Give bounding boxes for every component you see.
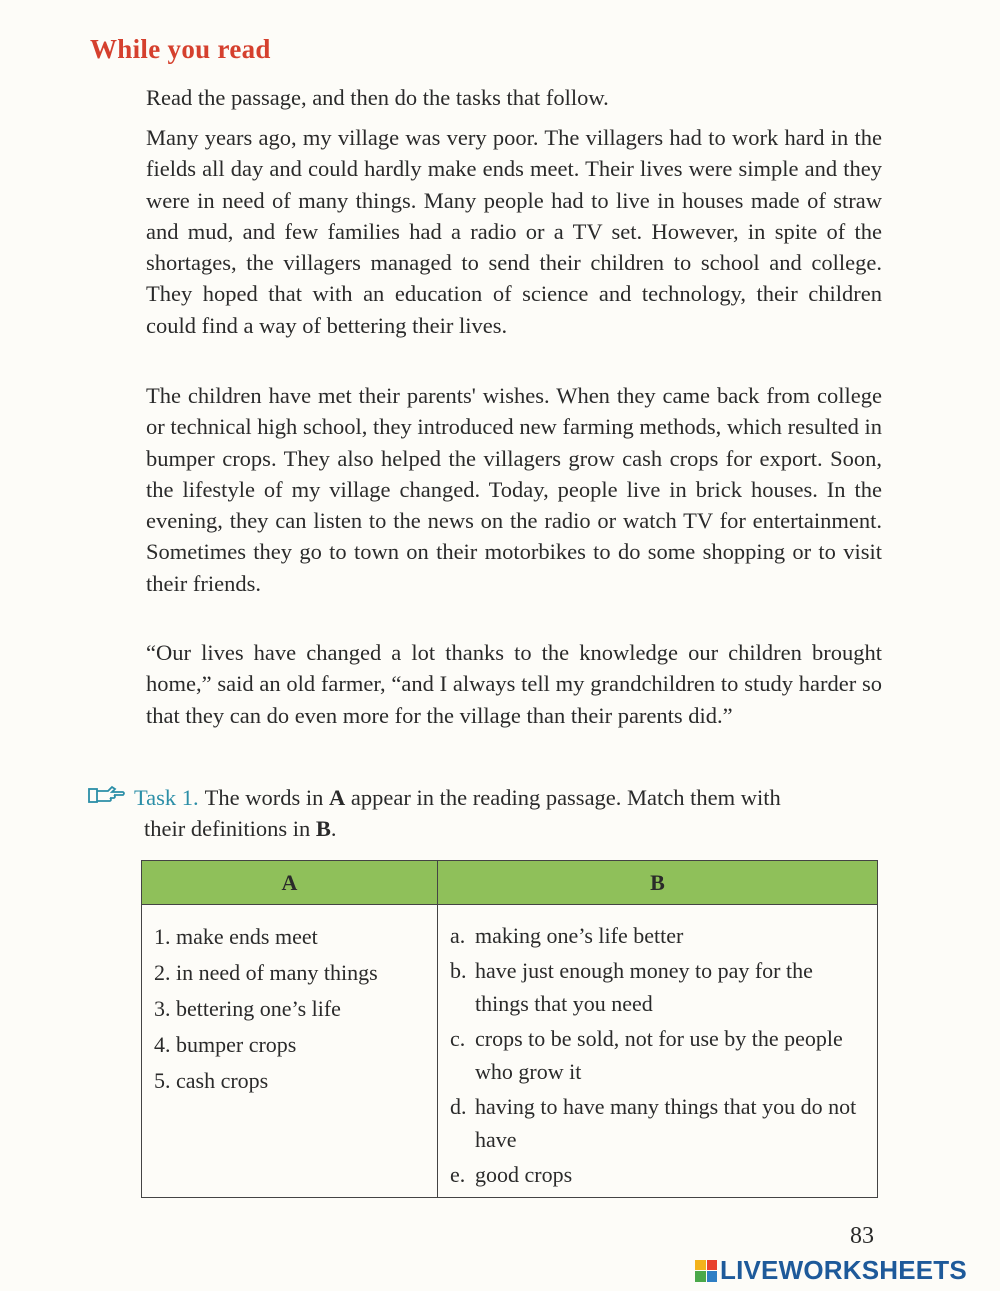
section-heading: While you read — [90, 34, 271, 64]
definition-text: having to have many things that you do not have — [475, 1093, 857, 1152]
definition-item — [450, 954, 867, 1021]
term-item: 3. bettering one’s life — [154, 996, 341, 1021]
logo-icon — [695, 1260, 717, 1282]
task-text-3: their definitions in — [144, 816, 311, 841]
definition-item — [450, 919, 867, 953]
definition-text: making one’s life better — [475, 923, 684, 948]
task-1-instruction — [88, 782, 888, 844]
definition-text: crops to be sold, not for use by the people who grow it — [475, 1025, 843, 1084]
column-b-header: B — [438, 861, 877, 905]
task-label: Task 1. — [134, 785, 199, 810]
definition-item — [450, 1158, 867, 1192]
definition-text: good crops — [475, 1161, 573, 1187]
task-bold-a: A — [329, 785, 346, 810]
intro-instruction: Read the passage, and then do the tasks that follow. — [146, 85, 609, 110]
definition-letter: b. — [450, 957, 467, 983]
definition-item — [450, 1090, 867, 1157]
page-number: 83 — [850, 1223, 874, 1249]
pointing-hand-icon — [88, 782, 134, 813]
column-a — [142, 905, 438, 1197]
definition-letter: a. — [450, 923, 466, 948]
passage-paragraph-2: The children have met their parents' wishes. When they came back from college or technical high school, they introduced new farming methods, which resulted in bumper crops. They also helped the villagers grow cash crops for export. Soon, the lifestyle of my village changed. Today, people live in brick houses. In the evening, they can listen to the news on the radio or watch TV for entertainment. Sometimes they go to town on their motorbikes to do some shopping or to visit their friends. — [146, 383, 882, 596]
matching-table — [141, 860, 878, 1198]
liveworksheets-logo — [695, 1255, 967, 1286]
definition-text: have just enough money to pay for the things that you need — [475, 957, 813, 1016]
task-text-1: The words in — [204, 785, 324, 810]
term-item: 1. make ends meet — [154, 924, 318, 949]
passage-paragraph-1: Many years ago, my village was very poor. The villagers had to work hard in the fields all day and could hardly make ends meet. Their lives were simple and they were in need of many things. Many people had to live in houses made of straw and mud, and few families had a radio or a TV set. However, in spite of the shortages, the villagers managed to send their children to school and college. They hoped that with an education of science and technology, their children could find a way of bettering their lives. — [146, 125, 882, 338]
definition-item — [450, 1022, 867, 1089]
definition-letter: e. — [450, 1161, 466, 1187]
term-item: 5. cash crops — [154, 1068, 269, 1093]
definition-letter: d. — [450, 1093, 467, 1119]
logo-text: LIVEWORKSHEETS — [720, 1255, 967, 1285]
task-text-2: appear in the reading passage. Match them with — [350, 785, 781, 810]
task-bold-b: B — [315, 816, 331, 841]
task-text-4: . — [330, 816, 337, 841]
passage-paragraph-3: “Our lives have changed a lot thanks to the knowledge our children brought home,” said an old farmer, “and I always tell my grandchildren to study harder so that they can do even more for the village than their parents did.” — [146, 640, 882, 728]
column-a-header: A — [142, 861, 438, 905]
column-b — [438, 905, 877, 1197]
term-item: 2. in need of many things — [154, 960, 378, 985]
definition-letter: c. — [450, 1025, 466, 1051]
term-item: 4. bumper crops — [154, 1032, 297, 1057]
